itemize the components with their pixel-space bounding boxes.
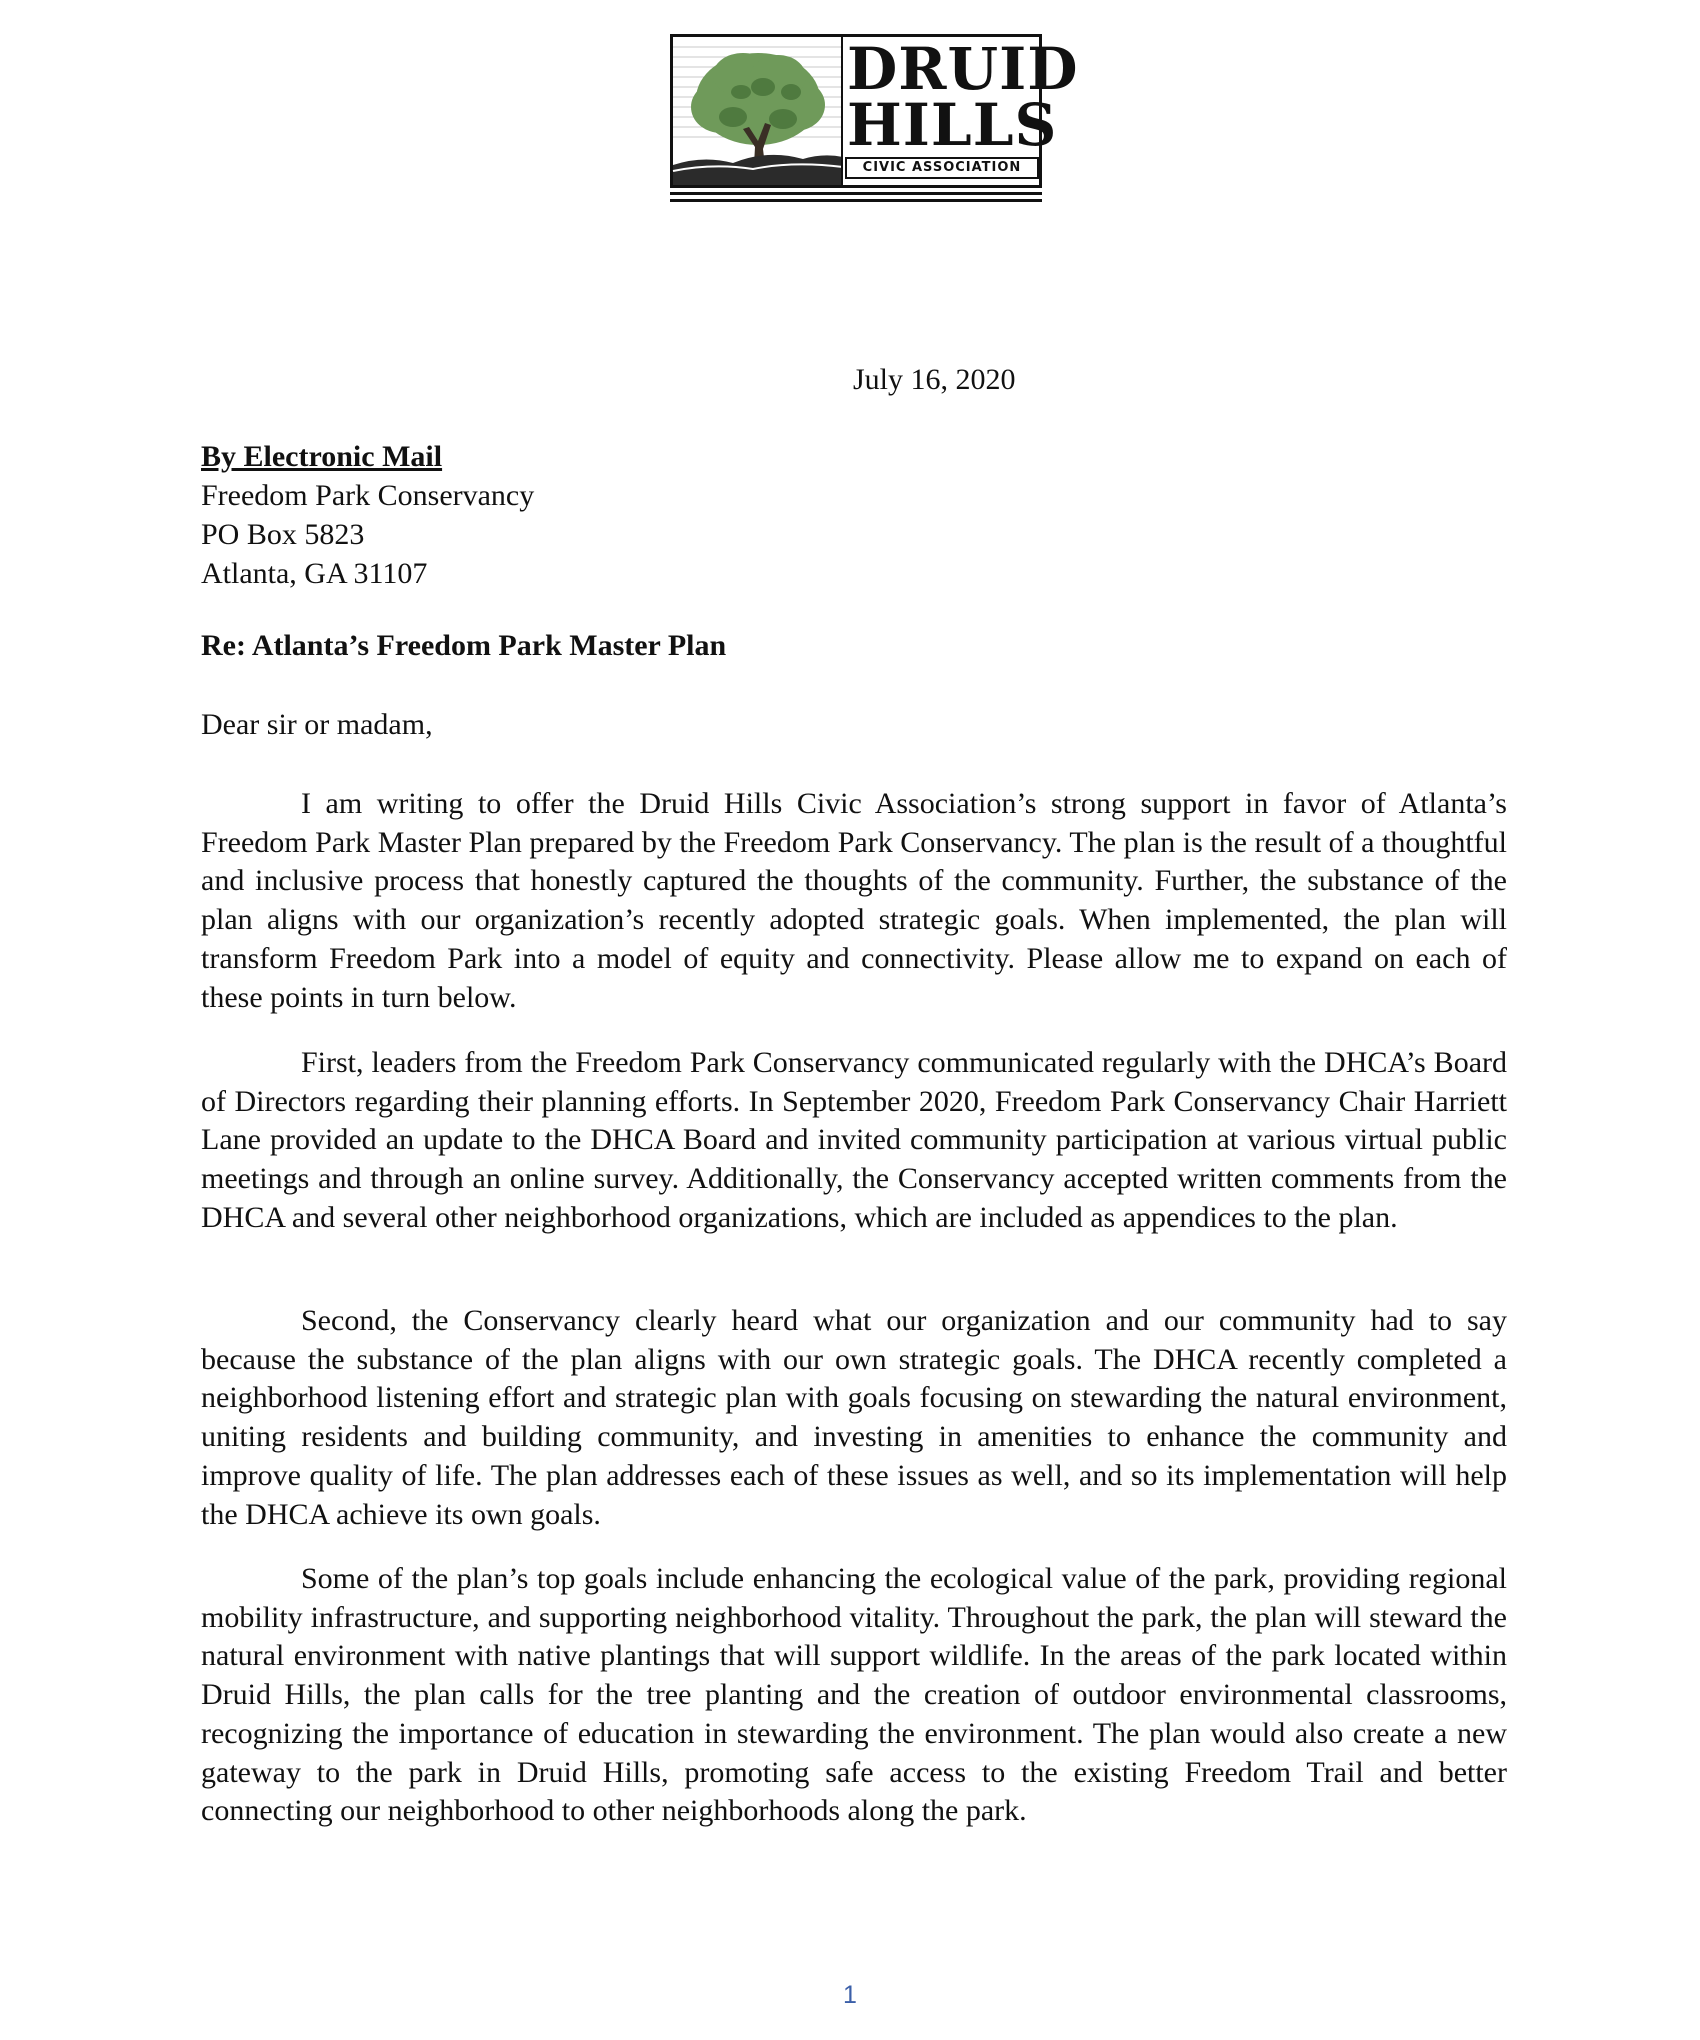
page-number: 1	[843, 1981, 857, 2009]
logo-frame	[670, 34, 1079, 188]
recipient-address-line1: PO Box 5823	[201, 518, 365, 551]
druid-hills-logo	[670, 34, 1079, 204]
logo-word-druid: DRUID	[847, 35, 1079, 103]
recipient-address-line2: Atlanta, GA 31107	[201, 557, 428, 590]
logo-rule-top	[670, 192, 1042, 195]
body-paragraph-4: Some of the plan’s top goals include enhancing the ecological value of the park, providing regional mobility infrastructure, and supporting neighborhood vitality. Throughout the park, the plan will steward the natural environment with native plantings that will support wildlife. In the areas of the park located within Druid Hills, the plan calls for the tree planting and the creation of outdoor environmental classrooms, recognizing the importance of education in stewarding the environment. The plan would also create a new gateway to the park in Druid Hills, promoting safe access to the existing Freedom Trail and better connecting our neighborhood to other neighborhoods along the park.	[201, 1562, 1507, 1828]
recipient-block	[201, 437, 534, 593]
logo-word-hills: HILLS	[847, 91, 1058, 159]
delivery-method: By Electronic Mail	[201, 440, 443, 473]
letter-date: July 16, 2020	[853, 363, 1016, 396]
recipient-name: Freedom Park Conservancy	[201, 479, 535, 512]
salutation: Dear sir or madam,	[201, 708, 433, 741]
oak-tree-icon	[673, 37, 843, 185]
logo-subtitle: CIVIC ASSOCIATION	[845, 157, 1039, 179]
body-paragraph-1: I am writing to offer the Druid Hills Civic Association’s strong support in favor of Atlanta’s Freedom Park Master Plan prepared by the Freedom Park Conservancy. The plan is the result of a thoughtful and inclusive process that honestly captured the thoughts of the community. Further, the substance of the plan aligns with our organization’s recently adopted strategic goals. When implemented, the plan will transform Freedom Park into a model of equity and connectivity. Please allow me to expand on each of these points in turn below.	[201, 787, 1507, 1014]
body-paragraph-2: First, leaders from the Freedom Park Conservancy communicated regularly with the DHCA’s Board of Directors regarding their planning efforts. In September 2020, Freedom Park Conservancy Chair Harriett Lane provided an update to the DHCA Board and invited community participation at various virtual public meetings and through an online survey. Additionally, the Conservancy accepted written comments from the DHCA and several other neighborhood organizations, which are included as appendices to the plan.	[201, 1046, 1507, 1234]
subject-line: Re: Atlanta’s Freedom Park Master Plan	[201, 629, 727, 662]
logo-rule-bottom	[670, 199, 1042, 202]
body-paragraph-3: Second, the Conservancy clearly heard what our organization and our community had to say because the substance of the plan aligns with our own strategic goals. The DHCA recently completed a neighborhood listening effort and strategic plan with goals focusing on stewarding the natural environment, uniting residents and building community, and investing in amenities to enhance the community and improve quality of life. The plan addresses each of these issues as well, and so its implementation will help the DHCA achieve its own goals.	[201, 1304, 1507, 1531]
logo-wordmark	[847, 35, 1079, 159]
